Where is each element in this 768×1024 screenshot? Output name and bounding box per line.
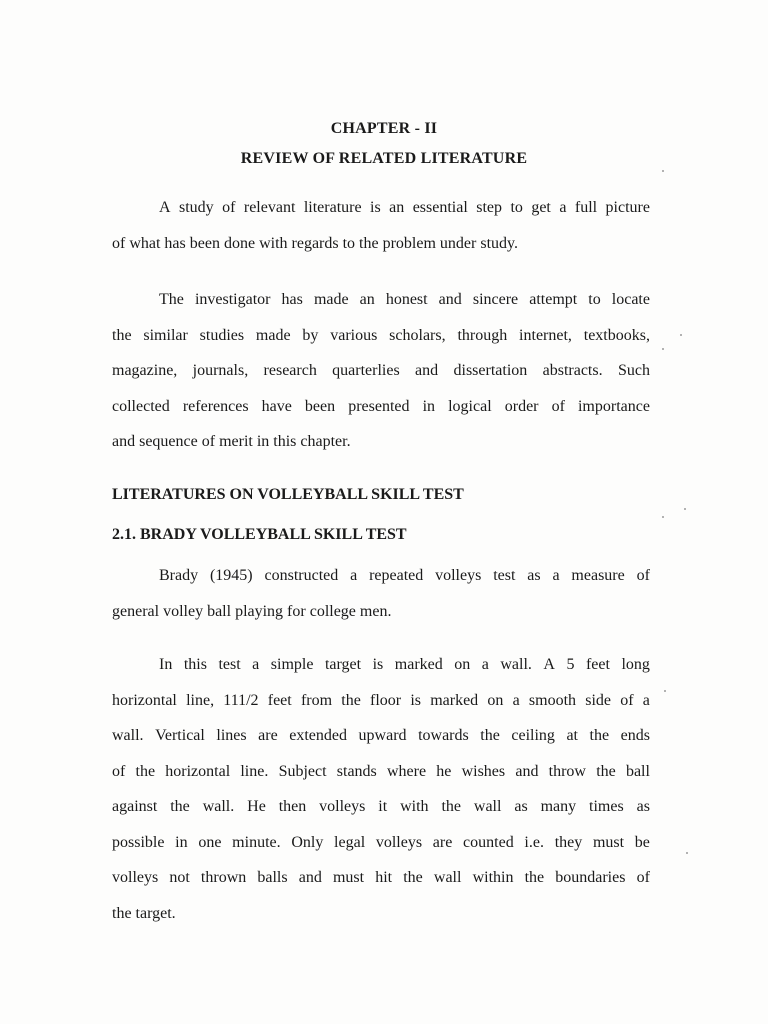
paragraph-line: general volley ball playing for college men. xyxy=(112,602,392,620)
paragraph-line: of what has been done with regards to the problem under study. xyxy=(112,234,518,252)
paragraph-line: Brady (1945) constructed a repeated volleys test as a measure of xyxy=(159,567,650,584)
paragraph-line: wall. Vertical lines are extended upward towards the ceiling at the ends xyxy=(112,727,650,744)
scan-speck xyxy=(662,348,664,350)
scan-speck xyxy=(662,516,664,518)
scan-speck xyxy=(662,170,664,172)
paragraph-line: the similar studies made by various scholars, through internet, textbooks, xyxy=(112,326,650,344)
paragraph-line: and sequence of merit in this chapter. xyxy=(112,433,351,450)
scan-speck xyxy=(680,334,682,336)
scan-speck xyxy=(686,852,688,854)
paragraph-brady xyxy=(112,566,650,637)
paragraph-line: horizontal line, 111/2 feet from the floor is marked on a smooth side of a xyxy=(112,691,650,709)
paragraph-line: magazine, journals, research quarterlies and dissertation abstracts. Such xyxy=(112,362,650,379)
paragraph-line: of the horizontal line. Subject stands where he wishes and throw the ball xyxy=(112,762,650,780)
paragraph-line: possible in one minute. Only legal volleys are counted i.e. they must be xyxy=(112,833,650,851)
scan-speck xyxy=(684,508,686,510)
section-heading: LITERATURES ON VOLLEYBALL SKILL TEST xyxy=(112,486,464,503)
paragraph-line: The investigator has made an honest and sincere attempt to locate xyxy=(159,291,650,308)
paragraph-line: In this test a simple target is marked on a wall. A 5 feet long xyxy=(159,656,650,673)
paragraph-line: volleys not thrown balls and must hit the wall within the boundaries of xyxy=(112,869,650,886)
paragraph-line: collected references have been presented in logical order of importance xyxy=(112,397,650,415)
chapter-number: CHAPTER - II xyxy=(330,120,438,137)
paragraph-line: the target. xyxy=(112,904,176,922)
paragraph-line: A study of relevant literature is an essential step to get a full picture xyxy=(159,199,650,216)
paragraph-method xyxy=(112,290,650,468)
paragraph-test-description xyxy=(112,655,650,939)
scan-speck xyxy=(664,690,666,692)
subsection-heading: 2.1. BRADY VOLLEYBALL SKILL TEST xyxy=(112,526,407,543)
paragraph-line: against the wall. He then volleys it with the wall as many times as xyxy=(112,798,650,815)
chapter-title: REVIEW OF RELATED LITERATURE xyxy=(240,150,528,167)
paragraph-intro xyxy=(112,198,650,269)
